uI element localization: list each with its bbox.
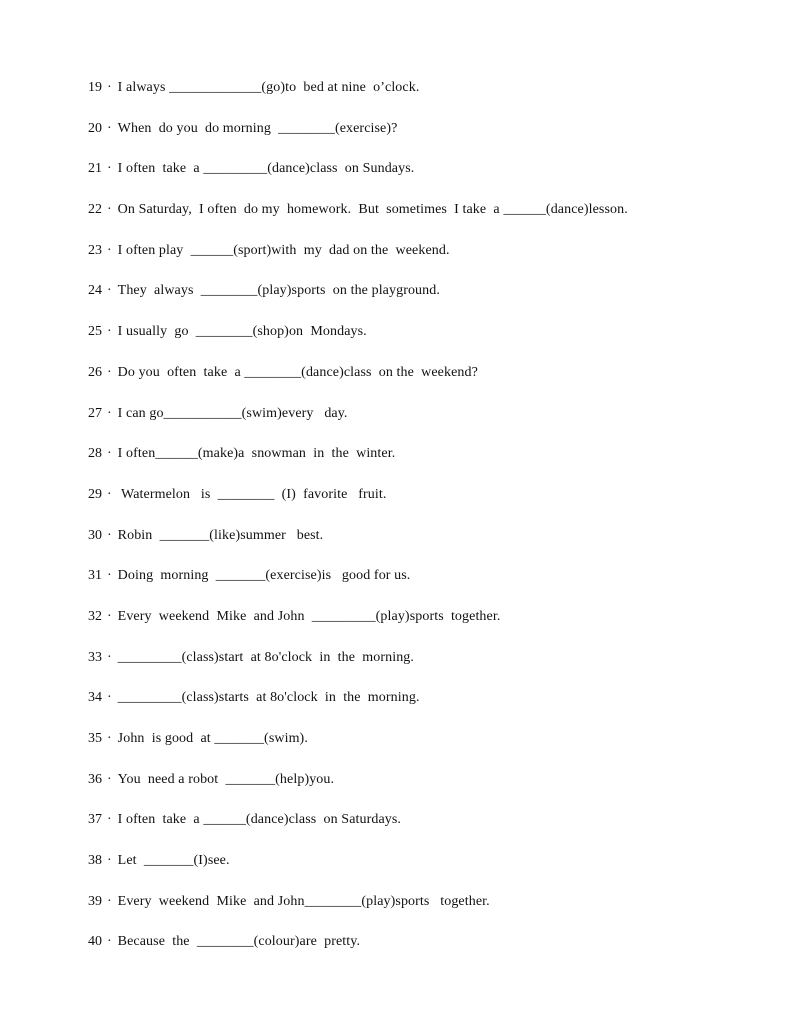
item-separator: · xyxy=(107,202,112,218)
exercise-item xyxy=(88,404,728,445)
exercise-item xyxy=(88,770,728,811)
item-sentence: Let _______(I)see. xyxy=(117,853,230,869)
item-sentence: I often take a _________(dance)class on Sundays. xyxy=(117,161,415,177)
item-number: 39 xyxy=(88,893,102,909)
item-separator: · xyxy=(107,853,112,869)
item-sentence: Because the ________(colour)are pretty. xyxy=(117,934,361,950)
exercise-item xyxy=(88,444,728,485)
item-number: 30 xyxy=(88,527,102,543)
item-number: 28 xyxy=(88,446,102,462)
item-number: 37 xyxy=(88,812,102,828)
exercise-item xyxy=(88,648,728,689)
item-separator: · xyxy=(107,120,112,136)
exercise-item xyxy=(88,526,728,567)
item-sentence: I usually go ________(shop)on Mondays. xyxy=(117,324,367,340)
item-number: 32 xyxy=(88,608,102,624)
item-number: 40 xyxy=(88,934,102,950)
item-sentence: I can go___________(swim)every day. xyxy=(117,405,348,421)
item-number: 34 xyxy=(88,690,102,706)
exercise-item xyxy=(88,810,728,851)
item-sentence: Robin _______(like)summer best. xyxy=(117,527,324,543)
item-separator: · xyxy=(107,649,112,665)
item-separator: · xyxy=(107,893,112,909)
item-separator: · xyxy=(107,405,112,421)
item-separator: · xyxy=(107,771,112,787)
item-sentence: Doing morning _______(exercise)is good for us. xyxy=(117,568,411,584)
item-separator: · xyxy=(107,527,112,543)
item-number: 33 xyxy=(88,649,102,665)
exercise-item xyxy=(88,363,728,404)
item-number: 36 xyxy=(88,771,102,787)
item-number: 25 xyxy=(88,324,102,340)
item-number: 19 xyxy=(88,80,102,95)
item-separator: · xyxy=(107,690,112,706)
item-separator: · xyxy=(107,568,112,584)
item-number: 31 xyxy=(88,568,102,584)
item-separator: · xyxy=(107,283,112,299)
item-sentence: I often take a ______(dance)class on Saturdays. xyxy=(117,812,402,828)
item-separator: · xyxy=(107,80,112,95)
exercise-item xyxy=(88,200,728,241)
item-number: 27 xyxy=(88,405,102,421)
exercise-item xyxy=(88,241,728,282)
exercise-item xyxy=(88,892,728,933)
item-number: 23 xyxy=(88,242,102,258)
item-separator: · xyxy=(107,242,112,258)
item-sentence: Do you often take a ________(dance)class on the weekend? xyxy=(117,364,478,380)
item-number: 20 xyxy=(88,120,102,136)
exercise-item xyxy=(88,851,728,892)
item-separator: · xyxy=(107,934,112,950)
exercise-item xyxy=(88,281,728,322)
item-number: 35 xyxy=(88,731,102,746)
item-sentence: _________(class)starts at 8o'clock in the morning. xyxy=(117,690,420,706)
item-sentence: Every weekend Mike and John _________(play)sports together. xyxy=(117,608,501,624)
exercise-item xyxy=(88,159,728,200)
item-sentence: Watermelon is ________ (I) favorite fruit. xyxy=(117,486,387,502)
exercise-list xyxy=(88,78,728,973)
item-separator: · xyxy=(107,812,112,828)
item-sentence: They always ________(play)sports on the playground. xyxy=(117,283,440,299)
exercise-item xyxy=(88,485,728,526)
exercise-item xyxy=(88,566,728,607)
exercise-item xyxy=(88,78,728,119)
item-sentence: John is good at _______(swim). xyxy=(117,731,308,746)
item-number: 24 xyxy=(88,283,102,299)
item-sentence: You need a robot _______(help)you. xyxy=(117,771,335,787)
item-separator: · xyxy=(107,324,112,340)
item-sentence: When do you do morning ________(exercise)? xyxy=(117,120,398,136)
exercise-item xyxy=(88,688,728,729)
item-separator: · xyxy=(107,161,112,177)
exercise-item xyxy=(88,729,728,770)
item-sentence: On Saturday, I often do my homework. But sometimes I take a ______(dance)lesson. xyxy=(117,202,628,218)
item-number: 29 xyxy=(88,486,102,502)
item-number: 38 xyxy=(88,853,102,869)
item-separator: · xyxy=(107,486,112,502)
item-separator: · xyxy=(107,364,112,380)
exercise-item xyxy=(88,932,728,973)
item-sentence: Every weekend Mike and John________(play)sports together. xyxy=(117,893,490,909)
item-number: 21 xyxy=(88,161,102,177)
item-sentence: I always _____________(go)to bed at nine o’clock. xyxy=(117,80,420,95)
item-separator: · xyxy=(107,608,112,624)
item-separator: · xyxy=(107,731,112,746)
item-sentence: _________(class)start at 8o'clock in the morning. xyxy=(117,649,414,665)
exercise-item xyxy=(88,322,728,363)
item-sentence: I often play ______(sport)with my dad on the weekend. xyxy=(117,242,450,258)
exercise-item xyxy=(88,607,728,648)
item-number: 26 xyxy=(88,364,102,380)
item-separator: · xyxy=(107,446,112,462)
item-number: 22 xyxy=(88,202,102,218)
exercise-item xyxy=(88,119,728,160)
item-sentence: I often______(make)a snowman in the winter. xyxy=(117,446,396,462)
